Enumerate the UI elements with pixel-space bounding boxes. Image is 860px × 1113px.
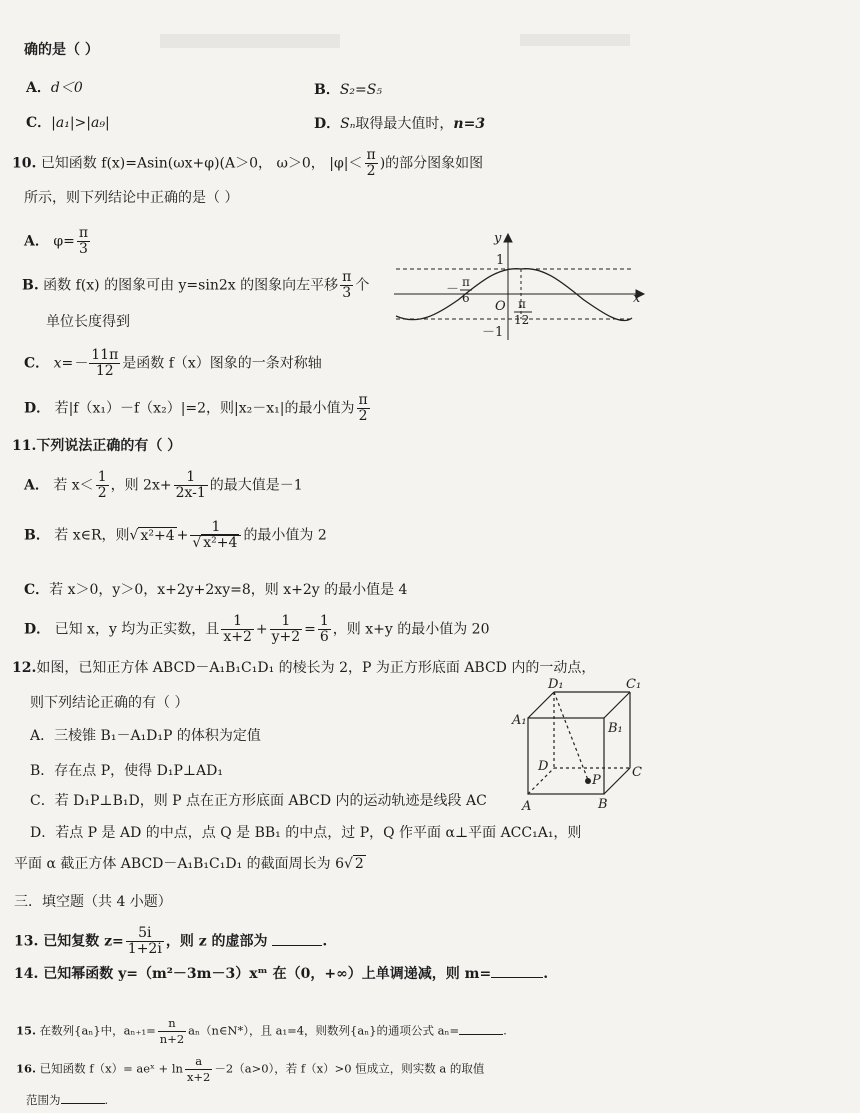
q10-option-a: A． φ= $\frac{\pi}{3}$ — [24, 225, 89, 257]
label-c1: C₁ — [626, 677, 642, 692]
pi12-den: 12 — [514, 313, 530, 327]
d1-p-segment — [554, 692, 588, 780]
q11-option-d: D． 已知 x，y 均为正实数，且 $\frac{1}{x+2}$ + $\frac{1}{y+2}$ = $\frac{1}{6}$ ，则 x+y 的最小值为 20 — [24, 613, 490, 645]
y-axis-label: y — [494, 231, 502, 246]
neg-pi6-num: π — [462, 275, 470, 289]
q9-option-b: B．S₂=S₅ — [314, 82, 382, 98]
x-axis-label: x — [633, 291, 641, 306]
label-b: B — [598, 797, 608, 812]
q12-option-d: D．若点 P 是 AD 的中点，点 Q 是 BB₁ 的中点，过 P，Q 作平面 α⊥平面 ACC₁A₁，则 — [30, 825, 582, 841]
q12-option-d-line2: 平面 α 截正方体 ABCD－A₁B₁C₁D₁ 的截面周长为 6√ 2 — [14, 856, 364, 872]
label-c: C — [632, 765, 642, 780]
q13-answer-blank[interactable] — [272, 945, 322, 946]
point-p — [585, 778, 591, 784]
q9-option-a: A．d＜0 — [26, 80, 83, 96]
q9-stem-tail: 确的是（ ） — [24, 42, 99, 58]
q16-answer-blank[interactable] — [61, 1103, 105, 1104]
q11-option-b: B． 若 x∈R，则√ x²+4 + $\frac{1}{\text{√ x²+4}}$ 的最小值为 2 — [24, 519, 327, 551]
tick-label-1: 1 — [496, 253, 505, 268]
label-p: P — [592, 773, 601, 788]
tick-label-neg1: －1 — [482, 325, 504, 340]
neg-sign: － — [446, 282, 460, 297]
q10-stem-line2: 所示，则下列结论中正确的是（ ） — [24, 190, 239, 206]
sine-graph — [390, 228, 650, 346]
q14-answer-blank[interactable] — [491, 977, 543, 978]
q10-option-b: B. 函数 f(x) 的图象可由 y=sin2x 的图象向左平移 $\frac{\pi}{3}$ 个 — [22, 269, 370, 301]
y-axis-arrow — [504, 234, 512, 242]
q12-option-c: C．若 D₁P⊥B₁D，则 P 点在正方形底面 ABCD 内的运动轨迹是线段 AC — [30, 793, 487, 809]
q14: 14. 已知幂函数 y=（m²－3m－3）xᵐ 在（0，+∞）上单调递减，则 m= . — [14, 966, 549, 982]
label-d1: D₁ — [548, 677, 564, 692]
q12-stem-line2: 则下列结论正确的有（ ） — [30, 695, 189, 711]
label-a1: A₁ — [512, 713, 527, 728]
neg-pi6-den: 6 — [462, 291, 470, 305]
scan-smudge — [520, 34, 630, 46]
q15: 15. 在数列{aₙ}中，aₙ₊₁= $\frac{n}{n+2}$ aₙ（n∈N*），且 a₁=4，则数列{aₙ}的通项公式 aₙ= . — [16, 1016, 507, 1046]
label-d: D — [538, 759, 549, 774]
q11-option-c: C．若 x＞0，y＞0，x+2y+2xy=8，则 x+2y 的最小值是 4 — [24, 582, 408, 598]
origin-label: O — [495, 299, 506, 314]
q10-option-c: C． x=－ $\frac{11\pi}{12}$ 是函数 f（x）图象的一条对称轴 — [24, 347, 322, 379]
section-heading: 三．填空题（共 4 小题） — [14, 894, 172, 910]
cube-figure — [508, 676, 648, 812]
scan-smudge — [160, 34, 340, 48]
q12-option-b: B．存在点 P，使得 D₁P⊥AD₁ — [30, 763, 223, 779]
label-b1: B₁ — [608, 721, 623, 736]
q12-stem: 12.如图，已知正方体 ABCD－A₁B₁C₁D₁ 的棱长为 2，P 为正方形底面 ABCD 内的一动点， — [12, 660, 596, 676]
q10-stem: 10. 已知函数 f(x)=Asin(ωx+φ)(A＞0， ω＞0， |φ|＜ $\frac{\pi}{2}$ )的部分图象如图 — [12, 147, 484, 179]
q16-line2: 范围为 . — [26, 1093, 109, 1107]
q11-stem: 11.下列说法正确的有（ ） — [12, 438, 182, 454]
q9-option-d: D．Sₙ取得最大值时，n=3 — [314, 116, 486, 132]
q15-answer-blank[interactable] — [459, 1034, 503, 1035]
q10-option-d: D． 若|f（x₁）－f（x₂）|=2，则|x₂－x₁|的最小值为 $\frac{\pi}{2}$ — [24, 392, 368, 424]
q9-option-c: C．|a₁|>|a₉| — [26, 115, 110, 131]
q11-option-a: A． 若 x＜ $\frac{1}{2}$ ，则 2x+ $\frac{1}{2x-1}$ 的最大值是－1 — [24, 469, 303, 501]
q10-option-b-line2: 单位长度得到 — [46, 314, 130, 330]
q16: 16. 已知函数 f（x）= aeˣ + ln $\frac{a}{x+2}$ －2（a>0），若 f（x）>0 恒成立，则实数 a 的取值 — [16, 1054, 485, 1084]
q13: 13. 已知复数 z= $\frac{5i}{1+2i}$ ，则 z 的虚部为 . — [14, 925, 328, 957]
label-a: A — [522, 799, 532, 812]
q12-option-a: A．三棱锥 B₁－A₁D₁P 的体积为定值 — [30, 728, 261, 744]
pi12-num: π — [518, 297, 526, 311]
